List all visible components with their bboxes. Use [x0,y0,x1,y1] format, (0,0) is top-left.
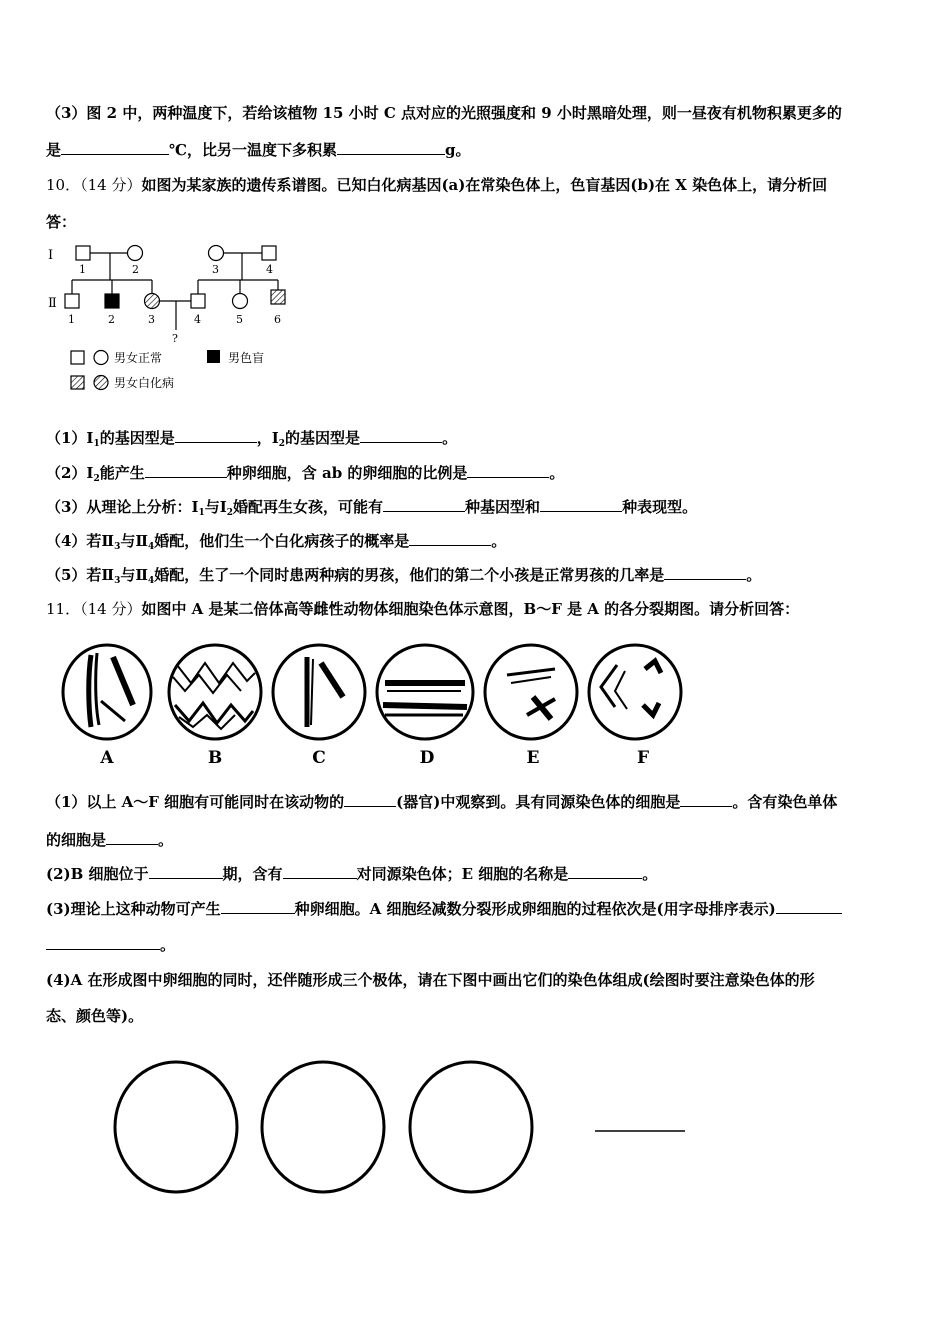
answer-blank[interactable] [776,899,842,914]
svg-text:3: 3 [148,313,155,326]
answer-blank[interactable] [145,463,227,478]
legend-normal-female [94,351,108,365]
II-3-albino-female [145,294,160,309]
q10-sub5: （5）若$Ⅱ_3$与$Ⅱ_4$婚配，生了一个同时患两种病的男孩，他们的第二个小孩是正常男孩的几率是 。 [46,566,762,586]
q11-stem: 11．（14 分）如图中 A 是某二倍体高等雌性动物体细胞染色体示意图，B～F 是 A 的各分裂期图。请分析回答： [46,600,800,618]
II-2-colorblind-male [105,294,119,308]
I-3-normal-female [209,246,224,261]
answer-blank[interactable] [46,935,160,950]
II-1-normal-male [65,294,79,308]
cell-F-label: F [636,748,650,768]
svg-text:3: 3 [212,263,219,276]
answer-blank[interactable] [337,140,445,155]
I-4-normal-male [262,246,276,260]
legend-albino-male [71,376,84,389]
answer-blank[interactable] [664,565,746,580]
I-2-normal-female [128,246,143,261]
svg-text:2: 2 [132,263,139,276]
svg-text:5: 5 [236,313,243,326]
cell-A-label: A [100,748,114,768]
q10-sub2: $(2)Ⅰ_2$能产生 种卵细胞，含 ab 的卵细胞的比例是 。 [46,464,565,484]
svg-text:6: 6 [274,313,281,326]
polar-body-circle-2 [262,1062,384,1192]
polar-body-circle-1 [115,1062,237,1192]
answer-blank[interactable] [149,864,223,879]
generation-I-label: Ⅰ [48,248,54,263]
answer-blank[interactable] [540,497,622,512]
legend-colorblind-label: 男色盲 [228,351,265,365]
answer-blank[interactable] [467,463,549,478]
q11-sub2: (2)B 细胞位于 期，含有 对同源染色体；E 细胞的名称是 。 [46,865,658,883]
q10-sub3: （3）从理论上分析：$Ⅰ_1$与$Ⅰ_2$婚配再生女孩，可能有 种基因型和 种表现型。 [46,498,698,518]
unknown-child: ? [172,332,178,345]
q10-sub1: $(1)Ⅰ_1$的基因型是 ，$Ⅰ_2$的基因型是 。 [46,429,458,449]
svg-text:4: 4 [266,263,273,276]
legend-albino-female [94,376,108,390]
q3-line1: （3）图 2 中，两种温度下，若给该植物 15 小时 C 点对应的光照强度和 9 小时黑暗处理，则一昼夜有机物积累更多的 [46,104,842,122]
legend-normal-label: 男女正常 [114,351,163,365]
cell-division-figures [55,635,695,770]
answer-blank[interactable] [360,428,442,443]
answer-blank[interactable] [383,497,465,512]
q10-stem: 10．（14 分）如图为某家族的遗传系谱图。已知白化病基因(a)在常染色体上，色盲基因(b)在 X 染色体上，请分析回 [46,176,828,194]
II-6-albino-male [271,290,285,304]
cell-E [485,645,577,739]
cell-C-label: C [312,748,326,768]
I-1-normal-male [76,246,90,260]
legend-normal-male [71,351,84,364]
svg-text:1: 1 [79,263,86,276]
cell-C [273,645,365,739]
q10-sub4: （4）若$Ⅱ_3$与$Ⅱ_4$婚配，他们生一个白化病孩子的概率是 。 [46,532,507,552]
answer-blank[interactable] [344,792,396,807]
cell-D-label: D [419,748,435,768]
q11-sub3: (3)理论上这种动物可产生 种卵细胞。A 细胞经减数分裂形成卵细胞的过程依次是(用字母排序表示) [46,899,842,919]
answer-blank[interactable] [106,830,158,845]
answer-blank[interactable] [221,899,295,914]
q3-line2: 是 ℃，比另一温度下多积累 g。 [46,141,471,159]
legend-colorblind-male [207,350,220,363]
answer-blank[interactable] [283,864,357,879]
svg-text:4: 4 [194,313,201,326]
answer-blank[interactable] [61,140,169,155]
cell-A [63,645,151,739]
II-4-normal-male [191,294,205,308]
II-5-normal-female [233,294,248,309]
generation-II-label: Ⅱ [48,296,57,311]
q11-sub4: (4)A 在形成图中卵细胞的同时，还伴随形成三个极体，请在下图中画出它们的染色体组成(绘图时要注意染色体的形 [46,971,815,989]
answer-blank[interactable] [680,792,732,807]
svg-text:2: 2 [108,313,115,326]
q11-sub4-cont: 态、颜色等)。 [46,1007,144,1025]
q11-sub1: （1）以上 A～F 细胞有可能同时在该动物的 (器官)中观察到。具有同源染色体的细胞是 。含有染色单体 [46,793,838,811]
answer-blank[interactable] [568,864,642,879]
q11-sub3-cont: 。 [46,935,175,955]
polar-body-drawing-area[interactable] [105,1055,705,1205]
answer-blank[interactable] [175,428,257,443]
pedigree-diagram [40,238,300,398]
cell-E-label: E [526,748,540,768]
cell-B-label: B [207,748,223,768]
answer-blank[interactable] [409,531,491,546]
q11-sub1-cont: 的细胞是 。 [46,831,174,849]
legend-albino-label: 男女白化病 [114,376,175,390]
polar-body-circle-3 [410,1062,532,1192]
svg-text:1: 1 [68,313,75,326]
q10-stem-cont: 答： [46,213,77,231]
